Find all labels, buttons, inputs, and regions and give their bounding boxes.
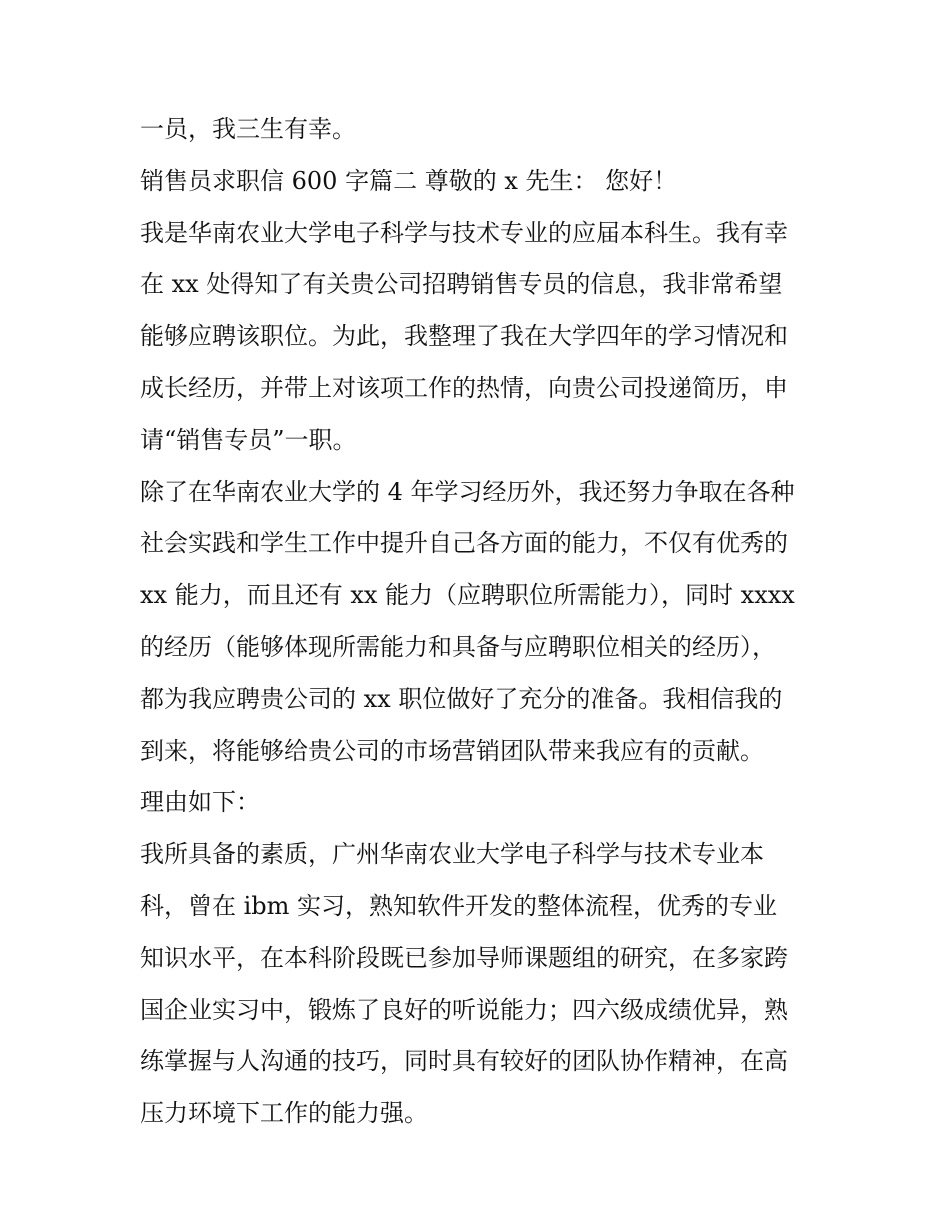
text-line: 能够应聘该职位。为此，我整理了我在大学四年的学习情况和 [140,322,788,351]
text-line: xx 能力，而且还有 xx 能力（应聘职位所需能力），同时 xxxx [140,581,795,610]
text-line: 知识水平，在本科阶段既已参加导师课题组的研究，在多家跨 [140,943,788,972]
text-line: 的经历（能够体现所需能力和具备与应聘职位相关的经历）， [140,632,776,661]
text-line: 成长经历，并带上对该项工作的热情，向贵公司投递简历，申 [140,373,788,402]
text-line: 一员，我三生有幸。 [140,115,356,143]
text-line: 都为我应聘贵公司的 xx 职位做好了充分的准备。我相信我的 [140,684,783,713]
text-line: 请“销售专员”一职。 [140,425,357,454]
text-line: 国企业实习中，锻炼了良好的听说能力；四六级成绩优异，熟 [140,995,788,1024]
text-line: 科，曾在 ibm 实习，熟知软件开发的整体流程，优秀的专业 [140,891,778,920]
text-line: 我是华南农业大学电子科学与技术专业的应届本科生。我有幸 [140,218,788,247]
document-body [140,104,830,1140]
text-line: 我所具备的素质，广州华南农业大学电子科学与技术专业本 [140,840,764,869]
text-line: 练掌握与人沟通的技巧，同时具有较好的团队协作精神，在高 [140,1047,788,1076]
text-line: 到来，将能够给贵公司的市场营销团队带来我应有的贡献。 [140,736,764,765]
text-line: 理由如下： [140,788,260,817]
text-line: 社会实践和学生工作中提升自己各方面的能力，不仅有优秀的 [140,529,788,558]
text-line: 在 xx 处得知了有关贵公司招聘销售专员的信息，我非常希望 [140,270,783,299]
text-line: 销售员求职信 600 字篇二 尊敬的 x 先生： 您好！ [140,166,678,195]
text-line: 除了在华南农业大学的 4 年学习经历外，我还努力争取在各种 [140,477,795,506]
text-line: 压力环境下工作的能力强。 [140,1099,428,1128]
